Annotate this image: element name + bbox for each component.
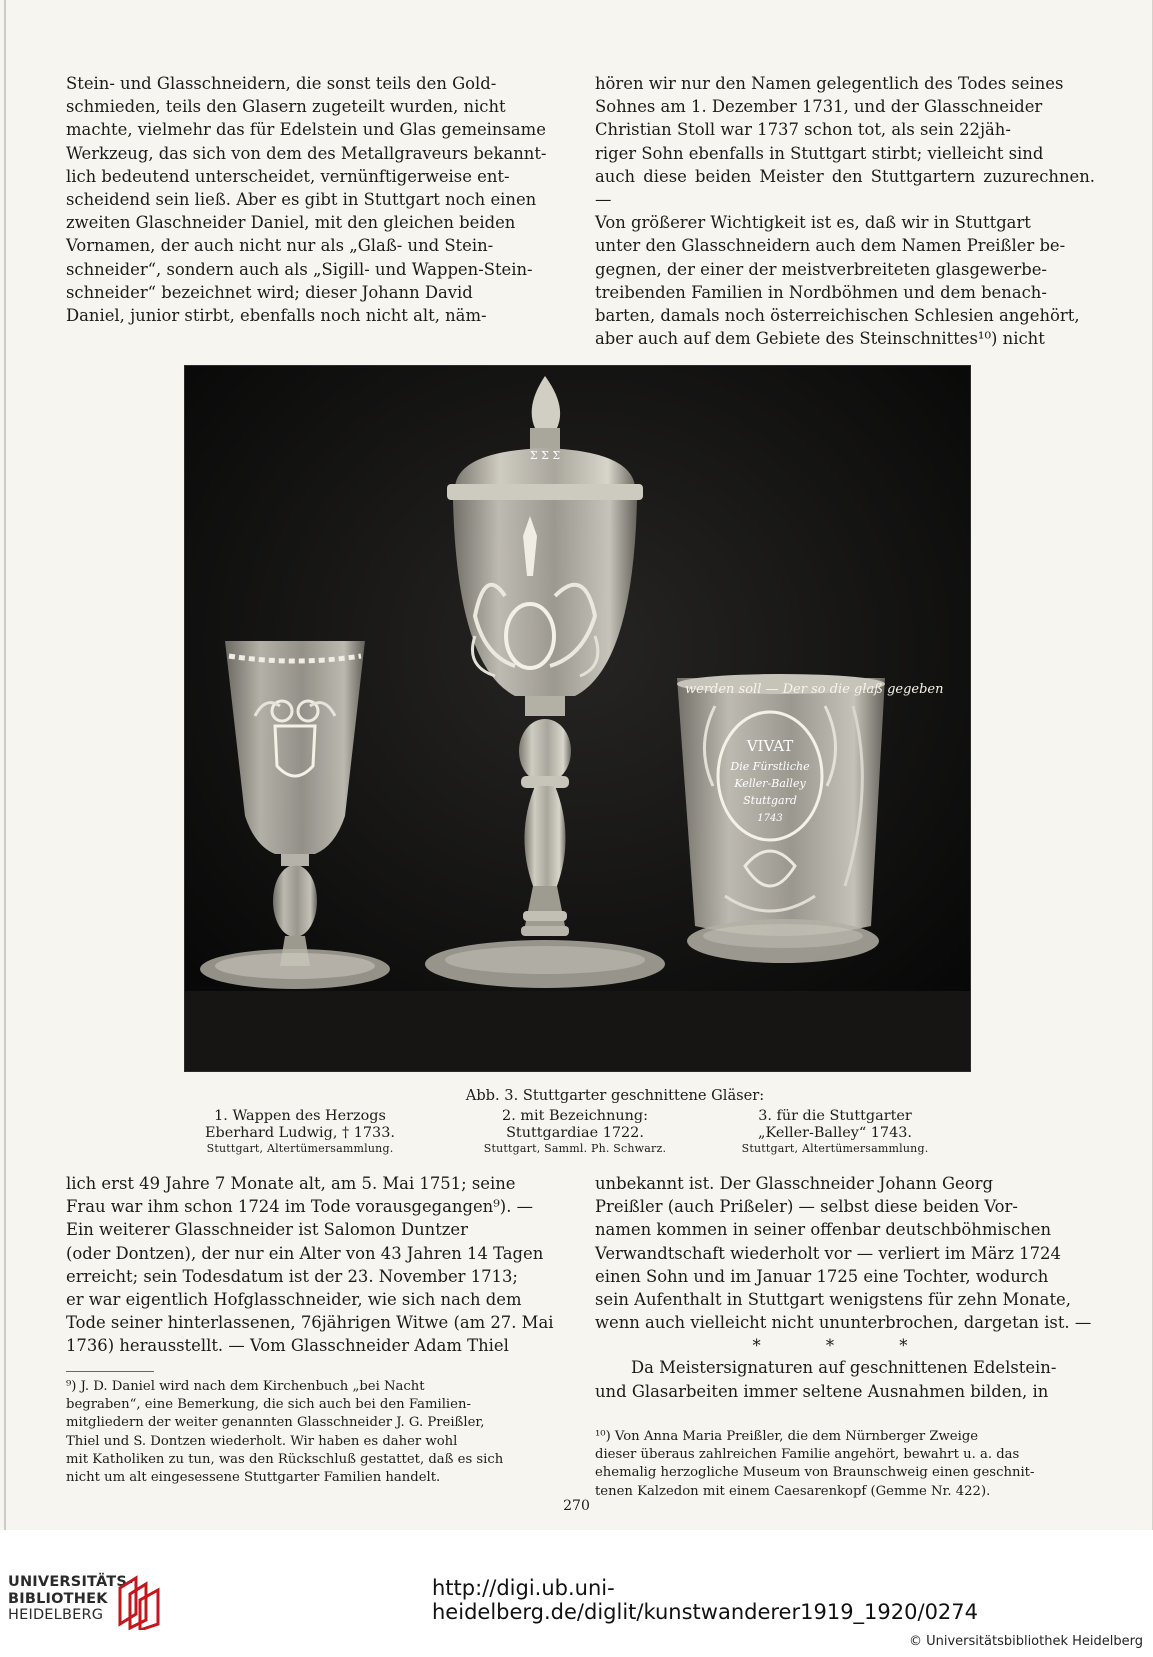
caption-line: Stuttgardiae 1722. (506, 1124, 644, 1141)
caption-line: 2. mit Bezeichnung: (502, 1108, 648, 1124)
text-line: lich bedeutend unterscheidet, vernünftigerweise ent- (66, 166, 510, 186)
caption-location: Stuttgart, Altertümersammlung. (206, 1141, 394, 1155)
caption-line: 1. Wappen des Herzogs (214, 1108, 386, 1124)
cartouche-line: 1743 (757, 813, 783, 824)
text-line: Verwandtschaft wiederholt vor — verliert im März 1724 (595, 1243, 1061, 1263)
copyright-notice: © Universitätsbibliothek Heidelberg (908, 1634, 1143, 1649)
figure-photo-glasses (184, 365, 971, 1072)
text-line: scheidend sein ließ. Aber es gibt in Stuttgart noch einen (66, 190, 537, 210)
band-inscription: werden soll — Der so die glaß gegeben (685, 682, 944, 697)
text-line: Daniel, junior stirbt, ebenfalls noch nicht alt, näm- (66, 306, 487, 326)
caption-line: Eberhard Ludwig, † 1733. (205, 1124, 395, 1141)
footnote-line: mitgliedern der weiter genannten Glasschneider J. G. Preißler, (66, 1415, 485, 1431)
text-line: schneider“, sondern auch als „Sigill- und Wappen-Stein- (66, 259, 533, 279)
footnote-10 (595, 1428, 1095, 1501)
footnote-line: Thiel und S. Dontzen wiederholt. Wir haben es daher wohl (66, 1433, 458, 1449)
text-line: Von größerer Wichtigkeit ist es, daß wir in Stuttgart (595, 213, 1031, 233)
text-line: Da Meistersignaturen auf geschnittenen Edelstein- (631, 1358, 1057, 1378)
text-line: Frau war ihm schon 1724 im Tode vorausgegangen⁹). — (66, 1197, 534, 1217)
caption-item-1 (180, 1108, 420, 1156)
library-logo-icon (116, 1574, 162, 1630)
caption-item-3 (715, 1108, 955, 1156)
footnote-line: ¹⁰) Von Anna Maria Preißler, die dem Nürnberger Zweige (595, 1429, 979, 1444)
text-line: 1736) herausstellt. — Vom Glasschneider Adam Thiel (66, 1336, 509, 1356)
text-line: schmieden, teils den Glasern zugeteilt wurden, nicht (66, 97, 506, 117)
footnote-line: dieser überaus zahlreichen Familie angehört, bewahrt u. a. das (595, 1447, 1020, 1463)
caption-line: 3. für die Stuttgarter (758, 1108, 912, 1124)
logo-line: HEIDELBERG (8, 1607, 104, 1623)
footnote-rule (66, 1371, 154, 1372)
footnote-9 (66, 1378, 572, 1487)
text-line: erreicht; sein Todesdatum ist der 23. November 1713; (66, 1266, 518, 1286)
text-column-left-bottom (66, 1172, 572, 1358)
text-line: unbekannt ist. Der Glasschneider Johann Georg (595, 1174, 993, 1193)
section-divider: * * * (752, 1336, 938, 1356)
caption-title: Abb. 3. Stuttgarter geschnittene Gläser: (465, 1087, 765, 1104)
text-line: Stein- und Glasschneidern, die sonst teils den Gold- (66, 74, 497, 93)
caption-location: Stuttgart, Altertümersammlung. (741, 1141, 929, 1155)
text-line: namen kommen in seiner offenbar deutschböhmischen (595, 1220, 1052, 1240)
footnote-line: begraben“, eine Bemerkung, die sich auch bei den Familien- (66, 1397, 471, 1413)
cartouche-line: Stuttgard (743, 794, 797, 807)
text-line: Ein weiterer Glasschneider ist Salomon Duntzer (66, 1220, 468, 1240)
text-line: Christian Stoll war 1737 schon tot, als sein 22jäh- (595, 120, 1011, 140)
text-line: Vornamen, der auch nicht nur als „Glaß- und Stein- (66, 236, 494, 256)
text-line: riger Sohn ebenfalls in Stuttgart stirbt; vielleicht sind (595, 143, 1044, 163)
text-line: er war eigentlich Hofglasschneider, wie sich nach dem (66, 1290, 522, 1310)
text-line: hören wir nur den Namen gelegentlich des Todes seines (595, 74, 1064, 93)
text-line: lich erst 49 Jahre 7 Monate alt, am 5. Mai 1751; seine (66, 1174, 516, 1193)
text-column-right-top (595, 72, 1095, 350)
logo-line: UNIVERSITÄTS- (8, 1574, 134, 1590)
viewer-footer (0, 1530, 1153, 1657)
text-line: Werkzeug, das sich von dem des Metallgraveurs bekannt- (66, 143, 547, 163)
lid-inscription: Σ Σ Σ (529, 449, 561, 462)
text-line: aber auch auf dem Gebiete des Steinschnittes¹⁰) nicht (595, 329, 1045, 349)
text-line: wenn auch vielleicht nicht ununterbrochen, dargetan ist. — (595, 1313, 1092, 1333)
text-line: Preißler (auch Prißeler) — selbst diese beiden Vor- (595, 1197, 1018, 1217)
text-line: sein Aufenthalt in Stuttgart wenigstens für zehn Monate, (595, 1290, 1071, 1310)
glasses-illustration (185, 366, 970, 1071)
text-line: (oder Dontzen), der nur ein Alter von 43 Jahren 14 Tagen (66, 1243, 544, 1263)
text-line: Tode seiner hinterlassenen, 76jährigen Witwe (am 27. Mai (66, 1313, 554, 1333)
cartouche-line: VIVAT (746, 737, 794, 755)
text-line: Sohnes am 1. Dezember 1731, und der Glasschneider (595, 97, 1043, 117)
caption-location: Stuttgart, Samml. Ph. Schwarz. (483, 1141, 667, 1155)
cartouche-line: Die Fürstliche (730, 760, 810, 773)
text-column-left-top (66, 72, 572, 327)
cartouche-line: Keller-Balley (734, 777, 806, 790)
figure-caption (180, 1086, 970, 1164)
footnote-line: nicht um alt eingesessene Stuttgarter Familien handelt. (66, 1470, 441, 1486)
text-line: machte, vielmehr das für Edelstein und Glas gemeinsame (66, 120, 546, 140)
text-line: auch diese beiden Meister den Stuttgartern zuzurechnen. — (595, 166, 1095, 210)
text-column-right-bottom (595, 1172, 1095, 1403)
caption-line: „Keller-Balley“ 1743. (758, 1124, 912, 1141)
text-line: unter den Glasschneidern auch dem Namen Preißler be- (595, 236, 1066, 256)
footnote-line: mit Katholiken zu tun, was den Rückschluß gestattet, daß es sich (66, 1451, 504, 1467)
caption-item-2 (455, 1108, 695, 1156)
text-line: schneider“ bezeichnet wird; dieser Johann David (66, 282, 473, 302)
logo-line: BIBLIOTHEK (8, 1590, 108, 1607)
library-logo-text (8, 1574, 133, 1624)
text-line: barten, damals noch österreichischen Schlesien angehört, (595, 306, 1080, 326)
text-line: zweiten Glaschneider Daniel, mit den gleichen beiden (66, 213, 516, 233)
footnote-line: ⁹) J. D. Daniel wird nach dem Kirchenbuch „bei Nacht (66, 1379, 425, 1394)
text-line: einen Sohn und im Januar 1725 eine Tochter, wodurch (595, 1266, 1049, 1286)
footnote-line: ehemalig herzogliche Museum von Braunschweig einen geschnit- (595, 1465, 1035, 1481)
footnote-line: tenen Kalzedon mit einem Caesarenkopf (Gemme Nr. 422). (595, 1483, 991, 1499)
text-line: und Glasarbeiten immer seltene Ausnahmen bilden, in (595, 1381, 1049, 1401)
text-line: gegnen, der einer der meistverbreiteten glasgewerbe- (595, 259, 1047, 279)
permalink-url[interactable]: http://digi.ub.uni-heidelberg.de/diglit/kunstwanderer1919_1920/0274 (432, 1576, 979, 1624)
page-number: 270 (563, 1498, 590, 1514)
text-line: treibenden Familien in Nordböhmen und dem benach- (595, 282, 1047, 302)
